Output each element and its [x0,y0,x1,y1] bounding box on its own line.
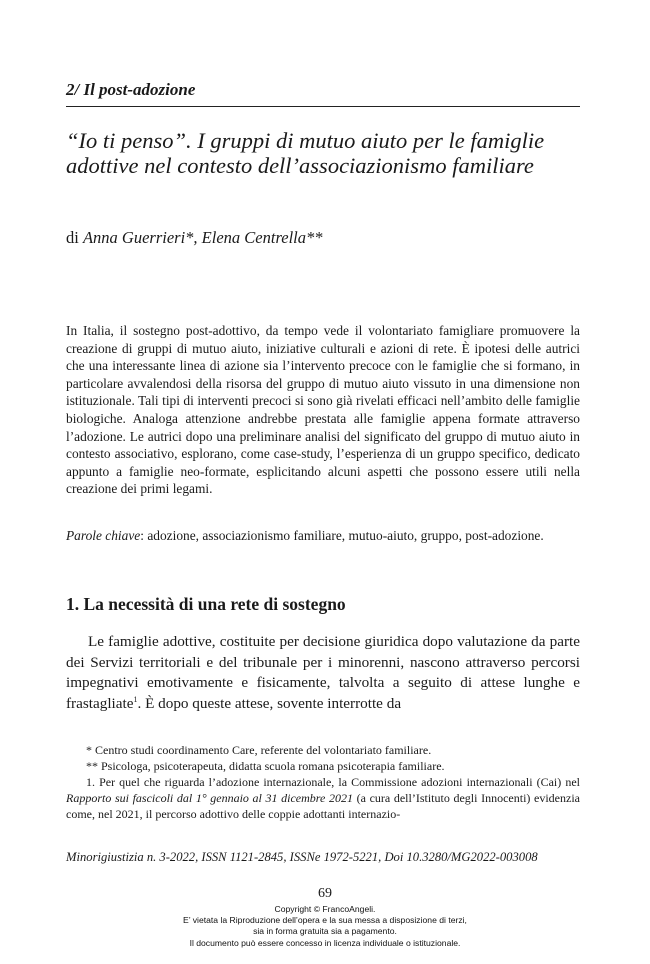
body-text-before-note: Le famiglie adottive, costituite per decisione giuridica dopo valutazione da parte dei Servizi territoriali e del tribunale per i minorenni, nascono attraverso percorsi impegnativi emotivamente e fisicamente, talvolta a seguito di attese lunghe e frastagliate [66,633,580,712]
abstract: In Italia, il sostegno post-adottivo, da tempo vede il volontariato famigliare promuovere la creazione di gruppi di mutuo aiuto, iniziative culturali e azioni di rete. È ipotesi delle autrici che una interessante linea di azione sia l’intervento precoce con le famiglie che si formano, in particolare avvalendosi della risorsa del gruppo di mutuo aiuto vissuto in una dimensione non istituzionale. Tali tipi di interventi precoci si sono già rivelati efficaci nell’ambito delle famiglie biologiche. Analoga attenzione andrebbe prestata alle famiglie appena formate attraverso l’adozione. Le autrici dopo una preliminare analisi del significato del gruppo di mutuo aiuto in contesto associativo, esplorano, come case-study, l’esperienza di un gruppo specifico, dedicato appunto a famiglie neo-formate, esplicitando alcuni aspetti che possono essere utili nella creazione dei primi legami. [66,323,580,497]
article-title: “Io ti penso”. I gruppi di mutuo aiuto per le famiglie adottive nel contesto dell’associazionismo familiare [66,128,545,178]
authors-names: Anna Guerrieri*, Elena Centrella** [82,228,323,247]
journal-citation: Minorigiustizia n. 3-2022, ISSN 1121-2845, ISSNe 1972-5221, Doi 10.3280/MG2022-003008 [66,850,538,864]
footnote-double-star: ** Psicologa, psicoterapeuta, didatta scuola romana psicoterapia familiare. [86,759,445,773]
section-label: 2/ Il post-adozione [66,80,196,99]
keywords-label: Parole chiave [66,528,141,543]
copyright-line: sia in forma gratuita sia a pagamento. [253,926,397,937]
footnote-reference-1[interactable]: 1 [133,694,138,704]
footnote-1-text-b: (a cura dell’Istituto degli Innocenti) evidenzia come, nel 2021, il percorso adottivo delle coppie adottanti internazio- [66,791,580,821]
copyright-line: Copyright © FrancoAngeli. [274,904,376,914]
footnote-1-report-title: Rapporto sui fascicoli dal 1° gennaio al 31 dicembre 2021 [66,791,353,805]
authors-prefix: di [66,228,83,247]
footnote-1-text-a: 1. Per quel che riguarda l’adozione internazionale, la Commissione adozioni internazionali (Cai) nel [86,775,580,789]
keywords-text: : adozione, associazionismo familiare, mutuo-aiuto, gruppo, post-adozione. [140,528,544,543]
keywords [66,527,580,545]
footnote-star: * Centro studi coordinamento Care, referente del volontariato familiare. [86,743,432,757]
copyright-line: Il documento può essere concesso in licenza individuale o istituzionale. [189,937,461,948]
header-rule [66,106,580,107]
footnote-1 [66,774,580,822]
body-paragraph [66,632,580,714]
page-number: 69 [318,886,332,901]
copyright-line: E’ vietata la Riproduzione dell’opera e la sua messa a disposizione di terzi, [183,915,467,926]
footnotes [66,742,580,822]
body-text-after-note: . È dopo queste attese, sovente interrotte da [137,694,402,712]
copyright-notice [0,904,650,949]
article-authors [66,228,323,248]
section-heading: 1. La necessità di una rete di sostegno [66,594,346,614]
